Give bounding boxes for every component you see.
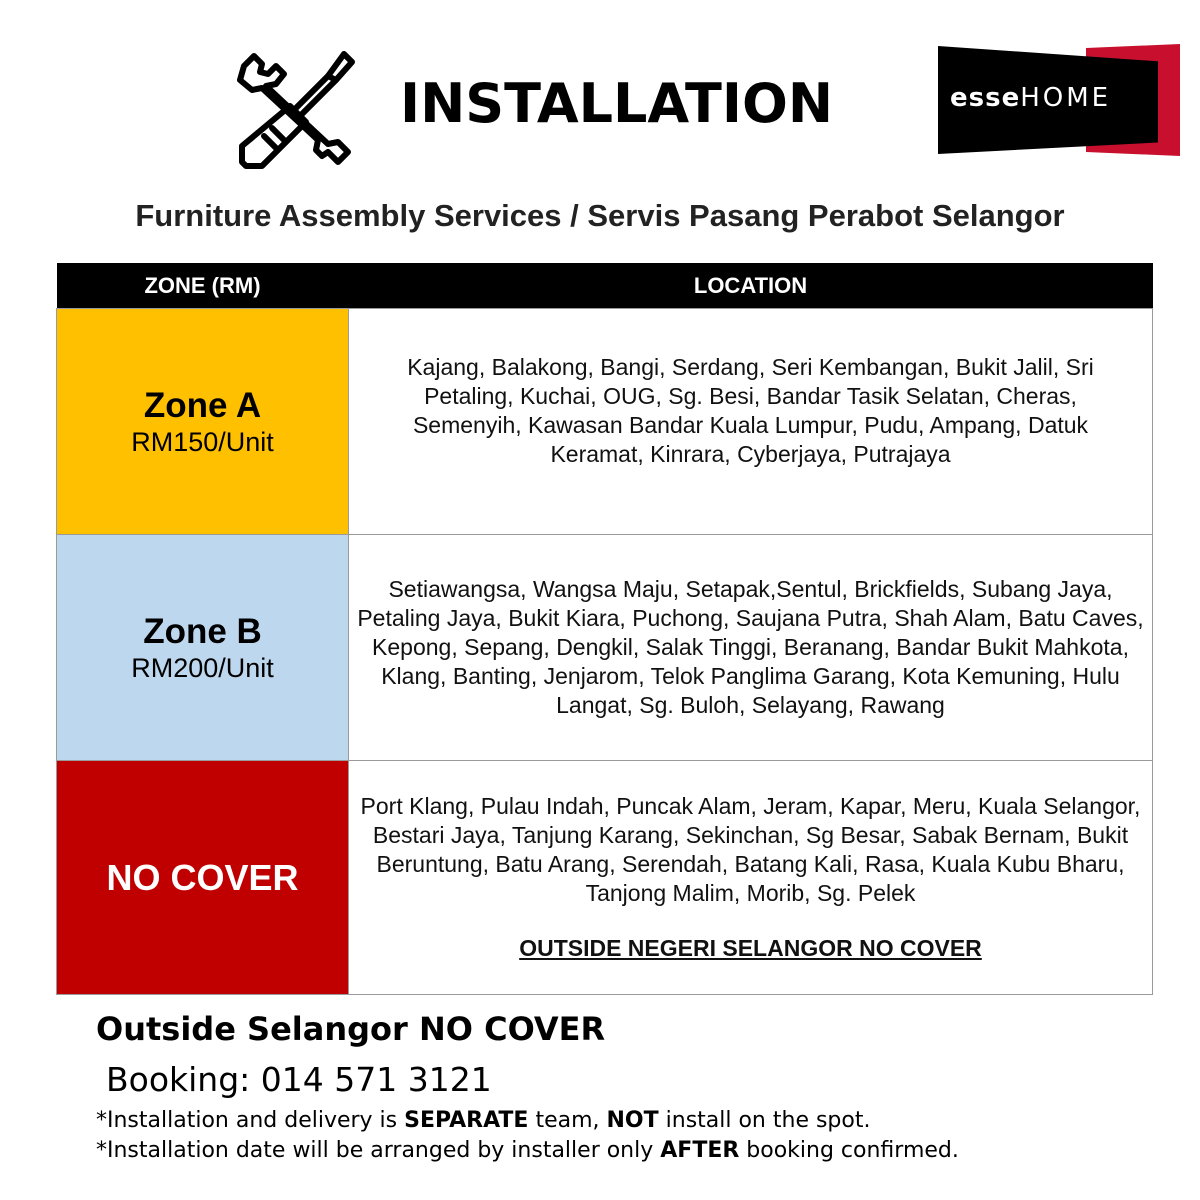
zone-a-price: RM150/Unit xyxy=(131,426,274,457)
zone-a-locations xyxy=(349,309,1153,535)
zone-a-name: Zone A xyxy=(143,385,262,425)
table-row-zone-a xyxy=(57,309,1153,535)
installation-date-note xyxy=(96,1136,959,1166)
no-cover-location-text: Port Klang, Pulau Indah, Puncak Alam, Jeram, Kapar, Meru, Kuala Selangor, Bestari Jaya, Tanjung Karang, Sekinchan, Sg Besar, Sabak Bernam, Bukit Beruntung, Batu Arang, Serendah, Batang Kali, Rasa, Kuala Kubu Bharu, Tanjong Malim, Morib, Sg. Pelek xyxy=(360,793,1141,906)
zones-table xyxy=(56,263,1153,995)
tools-icon xyxy=(232,44,360,172)
header-location: LOCATION xyxy=(349,263,1153,309)
zone-a-cell xyxy=(57,309,349,535)
no-cover-cell xyxy=(57,761,349,995)
zone-b-cell xyxy=(57,535,349,761)
booking-contact: Booking: 014 571 3121 xyxy=(106,1060,492,1099)
page-title: INSTALLATION xyxy=(400,72,834,135)
no-cover-locations xyxy=(349,761,1153,995)
note1-text-e: install on the spot. xyxy=(658,1108,871,1133)
note1-separate: SEPARATE xyxy=(404,1108,529,1133)
zone-b-locations xyxy=(349,535,1153,761)
header-zone: ZONE (RM) xyxy=(57,263,349,309)
table-row-zone-b xyxy=(57,535,1153,761)
note2-text-a: *Installation date will be arranged by installer only xyxy=(96,1138,661,1163)
zone-b-price: RM200/Unit xyxy=(131,652,274,683)
logo-bold-text: esse xyxy=(950,83,1021,113)
note1-not: NOT xyxy=(606,1108,659,1133)
table-header-row xyxy=(57,263,1153,309)
note2-after: AFTER xyxy=(660,1138,740,1163)
no-cover-label: NO COVER xyxy=(106,856,299,898)
note1-text-a: *Installation and delivery is xyxy=(96,1108,405,1133)
outside-selangor-heading: Outside Selangor NO COVER xyxy=(96,1010,606,1048)
note1-text-c: team, xyxy=(528,1108,607,1133)
logo-light-text: HOME xyxy=(1020,83,1112,113)
zone-b-name: Zone B xyxy=(143,611,262,651)
note2-text-c: booking confirmed. xyxy=(739,1138,959,1163)
page-subtitle: Furniture Assembly Services / Servis Pasang Perabot Selangor xyxy=(135,198,1065,233)
outside-selangor-note: OUTSIDE NEGERI SELANGOR NO COVER xyxy=(519,935,982,961)
zone-b-location-text: Setiawangsa, Wangsa Maju, Setapak,Sentul, Brickfields, Subang Jaya, Petaling Jaya, Bukit Kiara, Puchong, Saujana Putra, Shah Alam, Batu Caves, Kepong, Sepang, Dengkil, Salak Tinggi, Beranang, Bandar Bukit Mahkota, Klang, Banting, Jenjarom, Telok Panglima Garang, Kota Kemuning, Hulu Langat, Sg. Buloh, Selayang, Rawang xyxy=(357,576,1144,718)
separate-team-note xyxy=(96,1106,870,1136)
zone-a-location-text: Kajang, Balakong, Bangi, Serdang, Seri Kembangan, Bukit Jalil, Sri Petaling, Kuchai, OUG, Sg. Besi, Bandar Tasik Selatan, Cheras, Semenyih, Kawasan Bandar Kuala Lumpur, Pudu, Ampang, Datuk Keramat, Kinrara, Cyberjaya, Putrajaya xyxy=(407,353,1094,467)
table-row-no-cover xyxy=(57,761,1153,995)
logo-text xyxy=(950,80,1160,116)
